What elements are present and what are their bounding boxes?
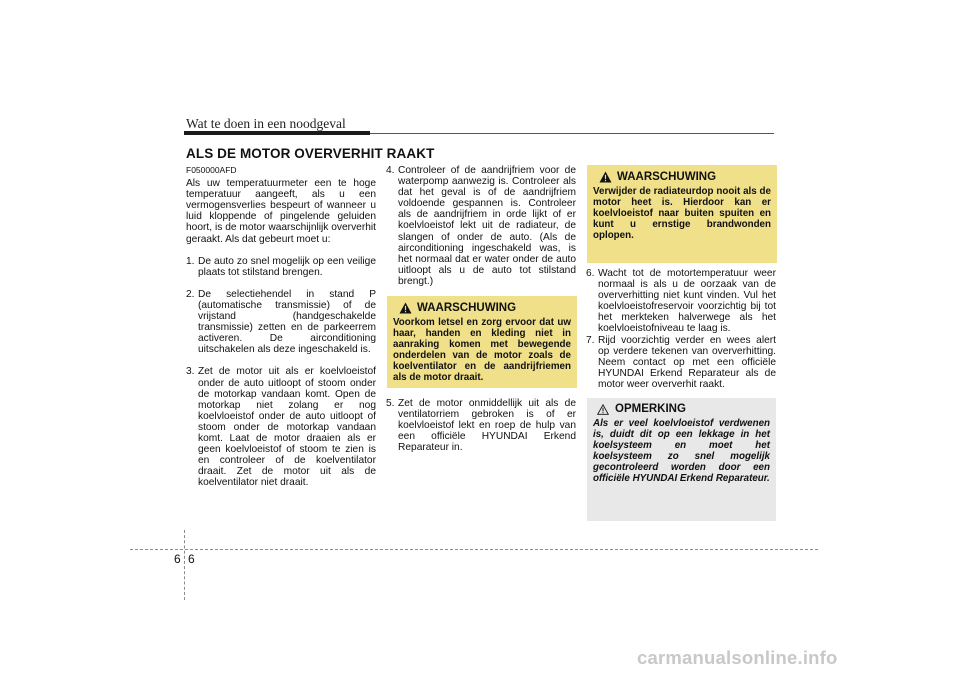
list-item-text: De selectiehendel in stand P (automatische transmissie) of de vrijstand (handgeschakelde transmissie) zetten en de parkeerrem activeren. De airconditioning uitschakelen als deze ingeschakeld is. <box>198 288 376 356</box>
list-item <box>386 398 576 453</box>
note-box <box>587 398 776 521</box>
warning-text: Voorkom letsel en zorg ervoor dat uw haar, handen en kleding niet in aanraking komen met bewegende onderdelen van de motor zoals de koelventilator en de aandrijfriemen als de motor draait. <box>393 317 571 383</box>
chapter-header: Wat te doen in een noodgeval <box>186 116 346 131</box>
list-item-number: 6. <box>586 268 595 279</box>
list-item-text: Controleer of de aandrijfriem voor de waterpomp aanwezig is. Controleer als dat het geval is of de aandrijfriem voldoende gespannen is. Controleer als de aandrijfriem in orde lijkt of er koelvloeistof lekt uit de radiateur, de slangen of onder de auto. (Als de airconditioning ingeschakeld was, is het normaal dat er water onder de auto uitloopt als u de auto tot stilstand brengt.) <box>398 165 576 287</box>
chapter-number: 6 <box>174 552 181 566</box>
list-item-number: 1. <box>186 255 195 267</box>
document-code: F050000AFD <box>186 165 237 175</box>
header-rule-thin <box>370 133 774 134</box>
column-3 <box>586 268 776 390</box>
column-2 <box>386 165 576 287</box>
list-item <box>586 268 776 335</box>
note-title: OPMERKING <box>615 403 686 415</box>
list-item <box>386 165 576 287</box>
list-item-text: Rijd voorzichtig verder en wees alert op verdere tekenen van oververhitting. Neem contact op met een officiële HYUNDAI Erkend Reparateur als de motor weer oververhit raakt. <box>598 334 776 390</box>
list-item-number: 4. <box>386 165 395 176</box>
list-item-text: Zet de motor onmiddellijk uit als de ventilatorriem gebroken is of er koelvloeistof lekt en roep de hulp van een officiële HYUNDAI Erkend Reparateur in. <box>398 398 576 454</box>
list-item-number: 3. <box>186 366 195 378</box>
list-item-number: 7. <box>586 334 595 346</box>
intro-paragraph: Als uw temperatuurmeter een te hoge temperatuur aangeeft, als u een vermogensverlies bespeurt of wanneer u luid kloppende of pingelende geluiden hoort, is de motor waarschijnlijk oververhit geraakt. Als dat gebeurt moet u: <box>186 178 376 245</box>
column-1 <box>186 165 376 488</box>
list-item-text: Wacht tot de motortemperatuur weer normaal is als u de oorzaak van de oververhitting niet kunt vinden. Vul het koelvloeistofreservoir voorzichtig bij tot het merkteken halverwege als het koelvloeistofniveau te laag is. <box>598 268 776 335</box>
column-2-lower <box>386 398 576 453</box>
warning-box-radiator-cap <box>587 165 777 263</box>
warning-triangle-icon <box>599 171 612 183</box>
warning-text: Verwijder de radiateurdop nooit als de motor heet is. Hierdoor kan er koelvloeistof naar buiten spuiten en kunt u ernstige brandwonden oplopen. <box>593 186 771 241</box>
list-item <box>586 335 776 390</box>
note-header <box>597 404 770 415</box>
footer-divider <box>130 549 818 550</box>
header-rule-thick <box>184 131 370 135</box>
warning-box-moving-parts <box>387 296 577 388</box>
footer-vertical-divider <box>184 530 185 600</box>
list-item <box>186 366 376 488</box>
warning-triangle-icon <box>399 302 412 314</box>
list-item <box>186 289 376 356</box>
list-item-number: 5. <box>386 398 395 409</box>
warning-header <box>399 302 571 314</box>
list-item-text: De auto zo snel mogelijk op een veilige plaats tot stilstand brengen. <box>198 255 376 278</box>
warning-header <box>599 171 771 183</box>
caution-triangle-outline-icon <box>597 404 609 415</box>
section-title: ALS DE MOTOR OVERVERHIT RAAKT <box>186 146 435 161</box>
page-number: 6 <box>188 552 195 566</box>
list-item-number: 2. <box>186 288 195 300</box>
watermark: carmanualsonline.info <box>637 647 838 668</box>
note-text: Als er veel koelvloeistof verdwenen is, duidt dit op een lekkage in het koelsysteem en moet het koelsysteem zo snel mogelijk gecontroleerd worden door een officiële HYUNDAI Erkend Reparateur. <box>593 418 770 484</box>
list-item-text: Zet de motor uit als er koelvloeistof onder de auto uitloopt of stoom onder de motorkap vandaan komt. Open de motorkap niet zolang er nog koelvloeistof onder de auto uitloopt of stoom onder de motorkap vandaan komt. Laat de motor draaien als er geen koelvloeistof of stoom te zien is en controleer of de koelventilator draait. Zet de motor uit als de koelventilator niet draait. <box>198 366 376 489</box>
list-item <box>186 256 376 278</box>
warning-title: WAARSCHUWING <box>617 170 717 183</box>
warning-title: WAARSCHUWING <box>417 301 517 314</box>
